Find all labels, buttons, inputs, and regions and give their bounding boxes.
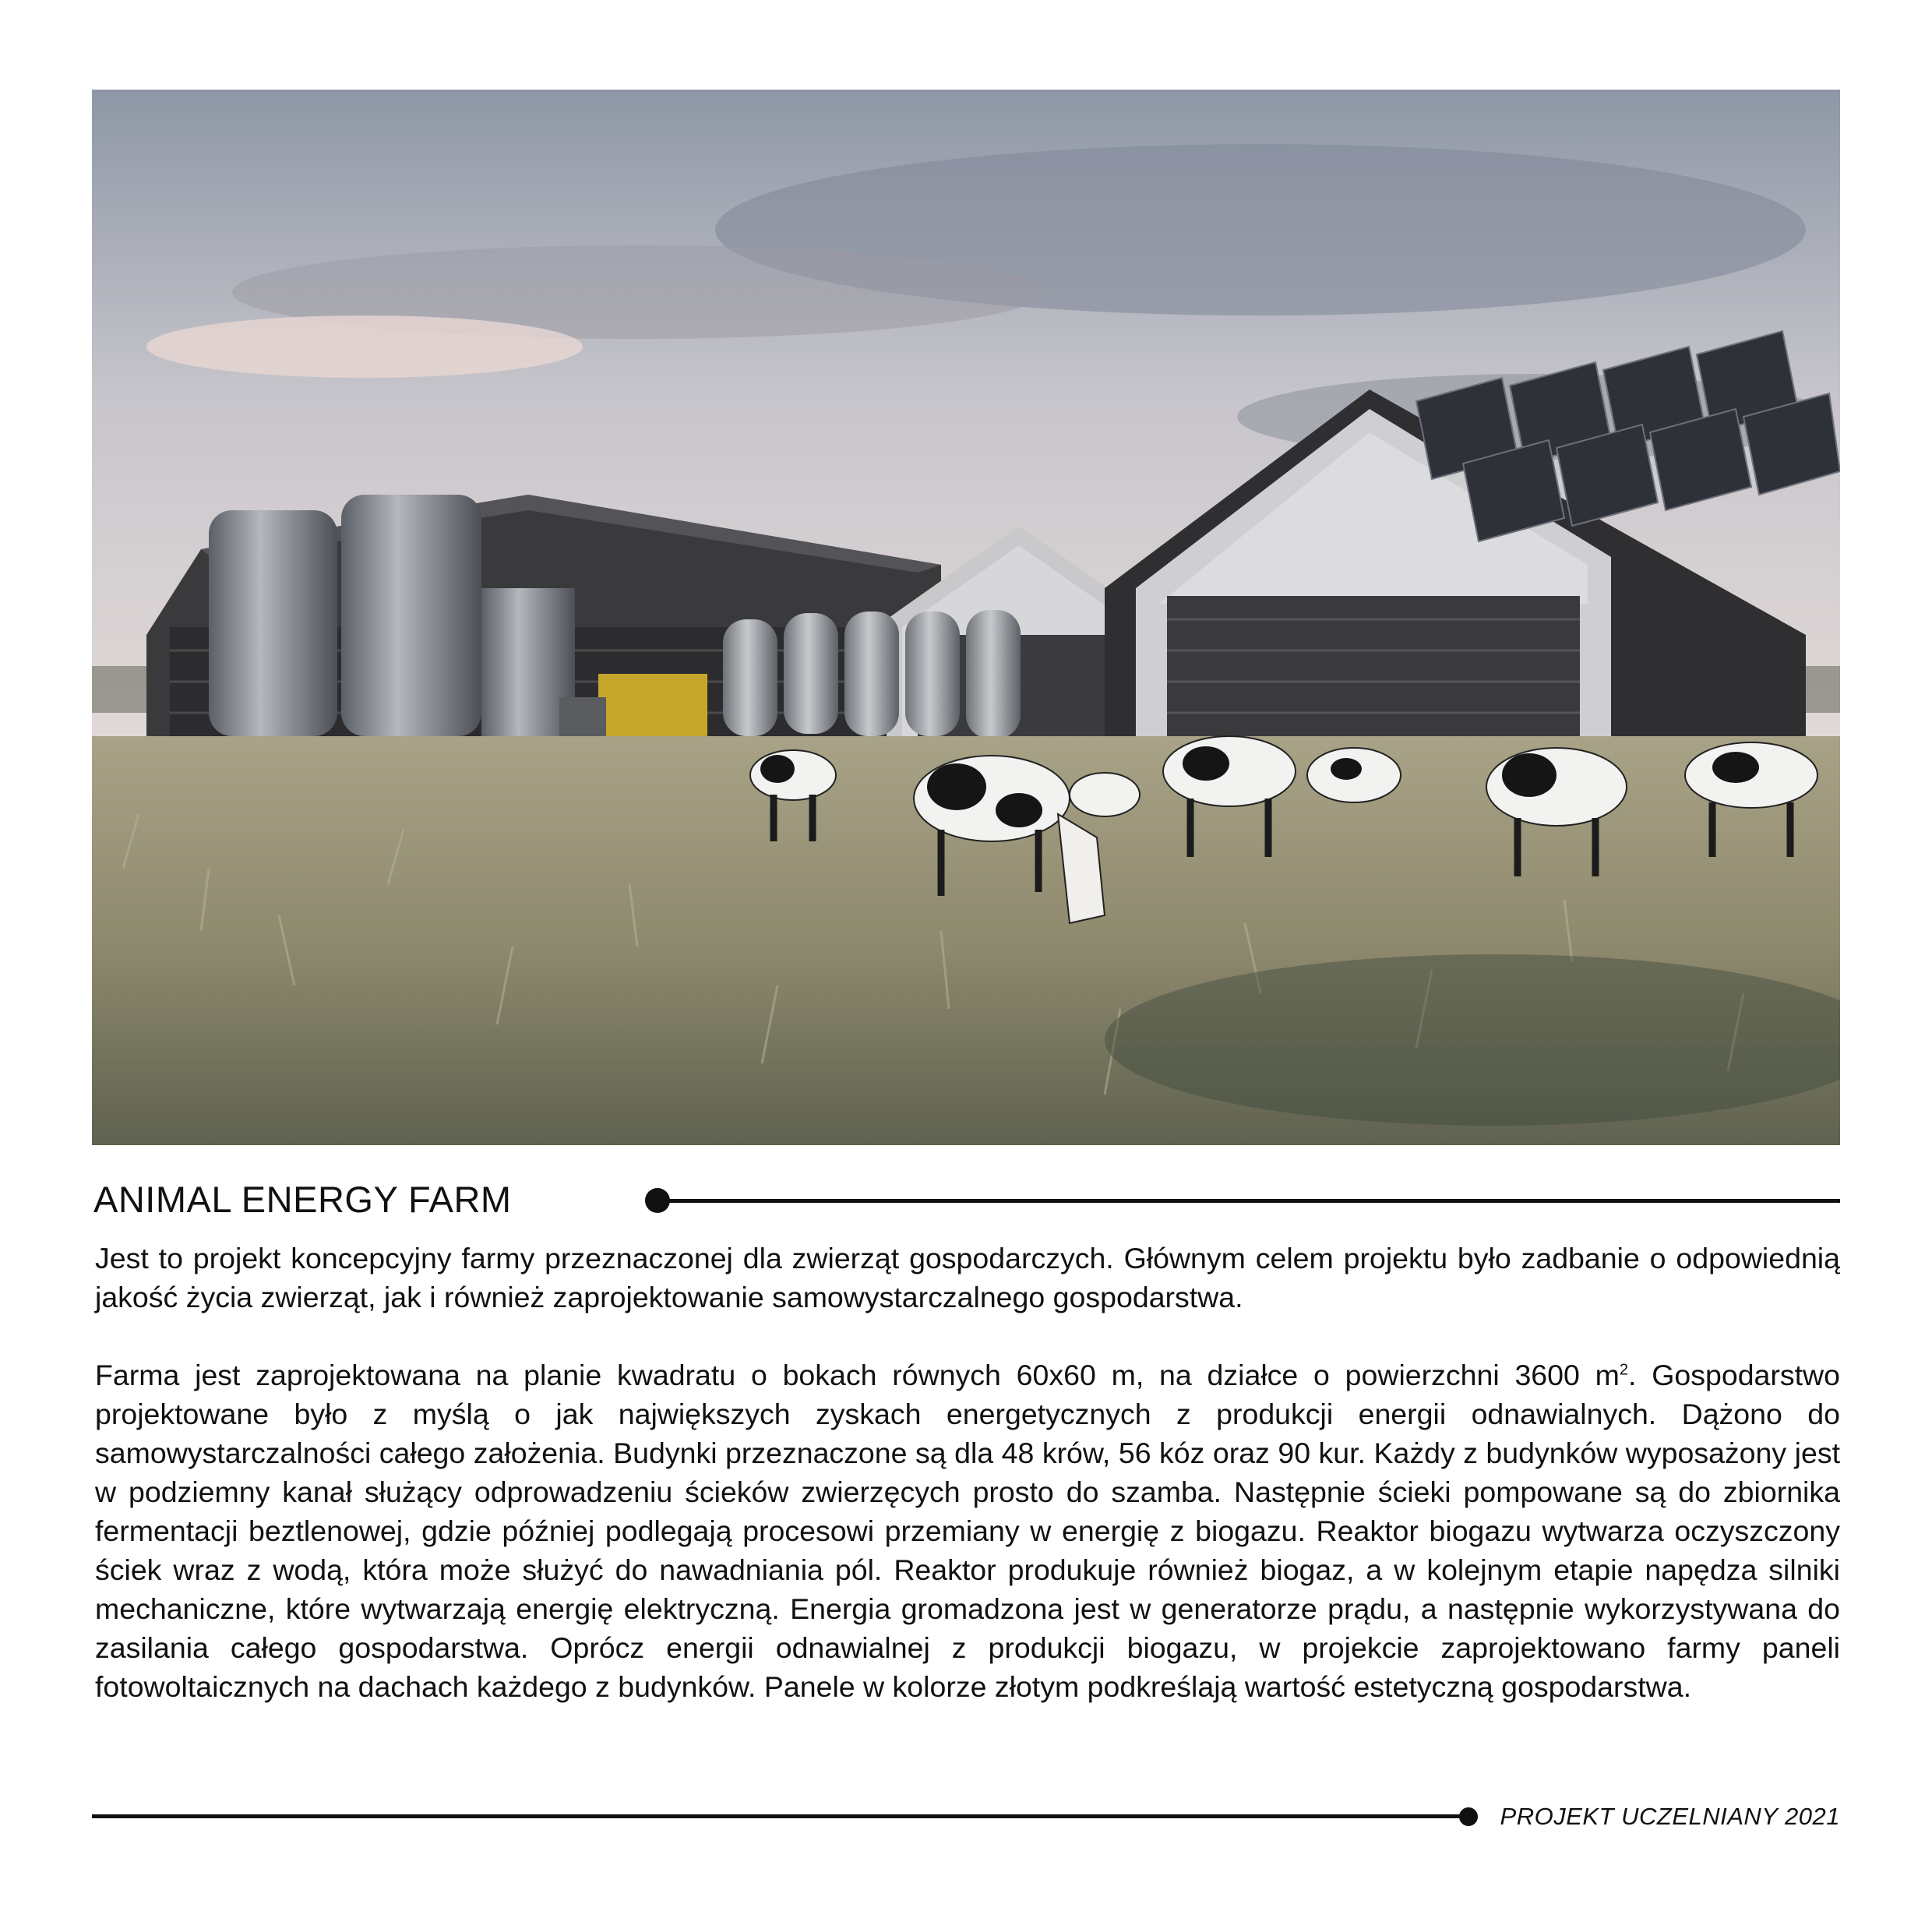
farm-illustration: [92, 90, 1840, 1145]
paragraph-details-rest: . Gospodarstwo projektowane było z myślą o jak największych zyskach energetycznych z produkcji energii odnawialnych. Dążono do samowystarczalności całego założenia. Budynki przeznaczone są dla 48 krów, 56 kóz oraz 90 kur. Każdy z budynków wyposażony jest w podziemny kanał służący odprowadzeniu ścieków zwierzęcych prosto do szamba. Następnie ścieki pompowane są do zbiornika fermentacji beztlenowej, gdzie później podlegają procesowi przemiany w energię z biogazu. Reaktor biogazu wytwarza oczyszczony ściek wraz z wodą, która może służyć do nawadniania pól. Reaktor produkuje również biogaz, a w kolejnym etapie napędza silniki mechaniczne, które wytwarzają energię elektryczną. Energia gromadzona jest w generatorze prądu, a następnie wykorzystywana do zasilania całego gospodarstwa. Oprócz energii odnawialnej z produkcji biogazu, w projekcie zaprojektowano farmy paneli fotowoltaicznych na dachach każdego z budynków. Panele w kolorze złotym podkreślają wartość estetyczną gospodarstwa.: [95, 1359, 1840, 1703]
footer: [92, 1801, 1840, 1832]
title-row: [93, 1172, 1840, 1227]
paragraph-details-start: Farma jest zaprojektowana na planie kwadratu o bokach równych 60x60 m, na działce o powierzchni 3600 m: [95, 1359, 1620, 1391]
title-rule: [666, 1199, 1840, 1203]
hero-rendering: [92, 90, 1840, 1145]
footer-label: PROJEKT UCZELNIANY 2021: [1500, 1803, 1840, 1830]
paragraph-details: [95, 1356, 1840, 1706]
footer-rule: [92, 1814, 1463, 1818]
description: [95, 1239, 1840, 1706]
superscript-2: 2: [1619, 1361, 1629, 1379]
page-title: ANIMAL ENERGY FARM: [93, 1179, 512, 1220]
paragraph-intro: Jest to projekt koncepcyjny farmy przeznaczonej dla zwierząt gospodarczych. Głównym celem projektu było zadbanie o odpowiednią jakość życia zwierząt, jak i również zaprojektowanie samowystarczalnego gospodarstwa.: [95, 1242, 1840, 1313]
footer-bullet-dot: [1459, 1807, 1478, 1826]
